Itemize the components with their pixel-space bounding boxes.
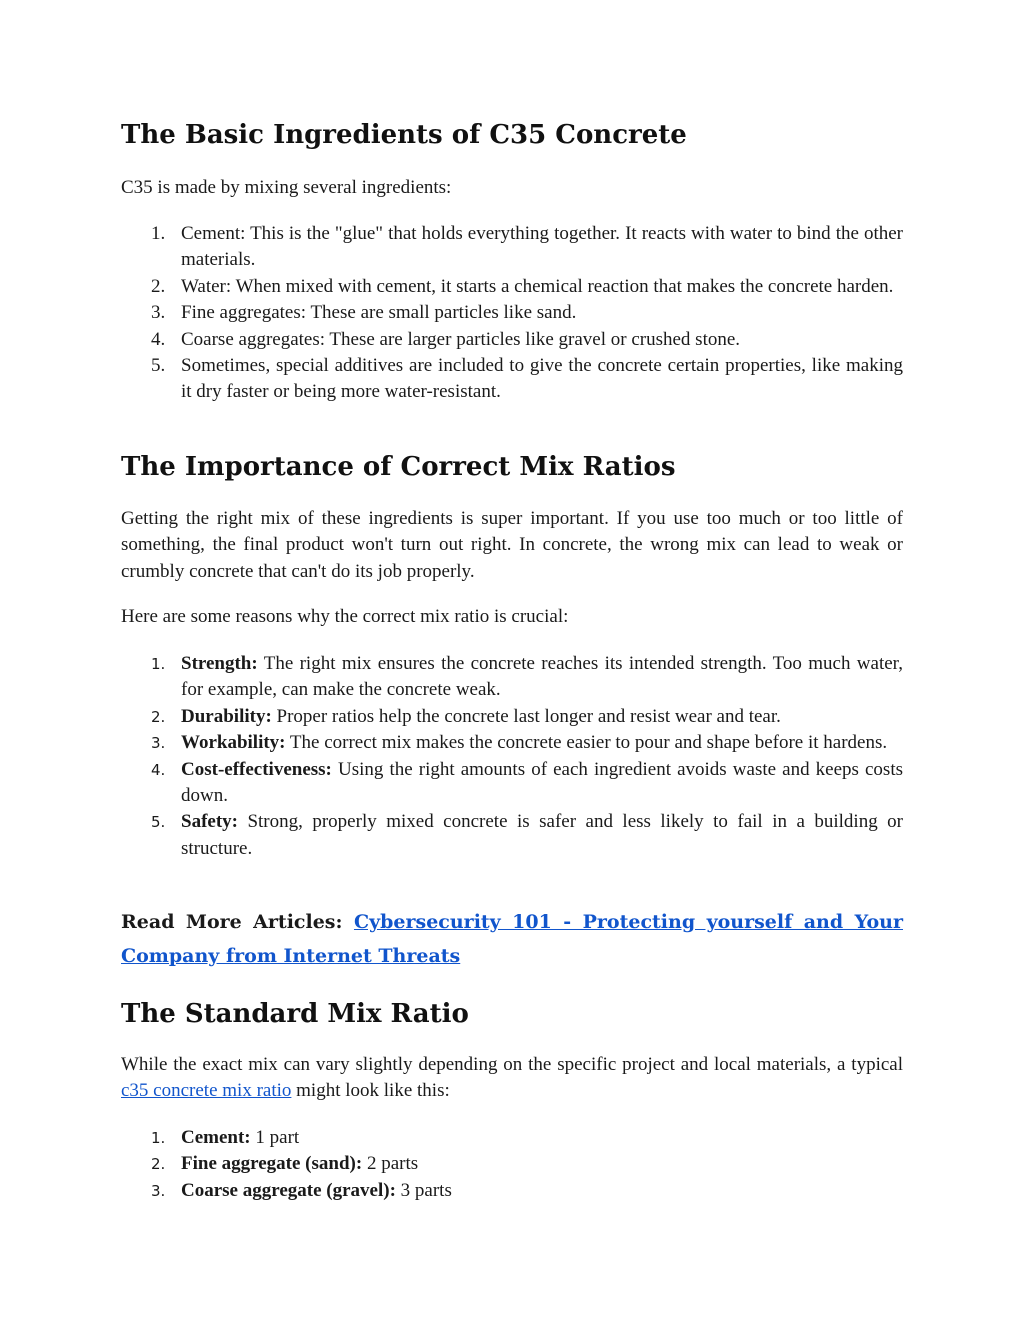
importance-paragraph: Getting the right mix of these ingredients is super important. If you use too much or too little of something, the final product won't turn out right. In concrete, the wrong mix can lead to weak or crumbly concrete that can't do its job properly. <box>121 508 903 582</box>
list-item: 5. Sometimes, special additives are included to give the concrete certain properties, like making it dry faster or being more water-resistant. <box>151 355 903 403</box>
read-more-link[interactable]: Cybersecurity 101 - Protecting yourself and Your Company from Internet Threats <box>121 911 903 967</box>
read-more-label: Read More Articles: <box>121 911 343 933</box>
ingredients-intro: C35 is made by mixing several ingredients: <box>121 177 452 198</box>
list-item: 2. Fine aggregate (sand): 2 parts <box>151 1153 419 1175</box>
list-item: 3. Workability: The correct mix makes the concrete easier to pour and shape before it hardens. <box>151 732 888 754</box>
standard-paragraph: While the exact mix can vary slightly depending on the specific project and local materials, a typical c35 concrete mix ratio might look like this: <box>121 1054 903 1102</box>
heading-importance: The Importance of Correct Mix Ratios <box>121 452 676 482</box>
heading-basic-ingredients: The Basic Ingredients of C35 Concrete <box>121 120 687 150</box>
read-more-paragraph <box>121 905 903 973</box>
list-item: 5. Safety: Strong, properly mixed concrete is safer and less likely to fail in a building or structure. <box>151 811 903 859</box>
list-item: 4. Cost-effectiveness: Using the right amounts of each ingredient avoids waste and keeps costs down. <box>151 758 903 807</box>
importance-reasons-intro: Here are some reasons why the correct mix ratio is crucial: <box>121 606 569 627</box>
heading-standard-mix: The Standard Mix Ratio <box>121 999 469 1029</box>
list-item: 1. Cement: This is the "glue" that holds everything together. It reacts with water to bind the other materials. <box>151 223 903 271</box>
list-item: 3. Fine aggregates: These are small particles like sand. <box>151 302 577 324</box>
list-item: 2. Water: When mixed with cement, it starts a chemical reaction that makes the concrete harden. <box>151 275 894 297</box>
mix-ratio-link[interactable]: c35 concrete mix ratio <box>121 1080 292 1102</box>
ingredients-list <box>121 221 903 406</box>
mix-ratio-list <box>121 1125 903 1204</box>
list-item: 4. Coarse aggregates: These are larger particles like gravel or crushed stone. <box>151 328 741 350</box>
reasons-list <box>121 651 903 862</box>
list-item: 3. Coarse aggregate (gravel): 3 parts <box>151 1179 452 1201</box>
list-item: 1. Cement: 1 part <box>151 1127 300 1148</box>
list-item: 2. Durability: Proper ratios help the concrete last longer and resist wear and tear. <box>151 705 781 727</box>
list-item: 1. Strength: The right mix ensures the concrete reaches its intended strength. Too much water, for example, can make the concrete weak. <box>151 653 903 701</box>
